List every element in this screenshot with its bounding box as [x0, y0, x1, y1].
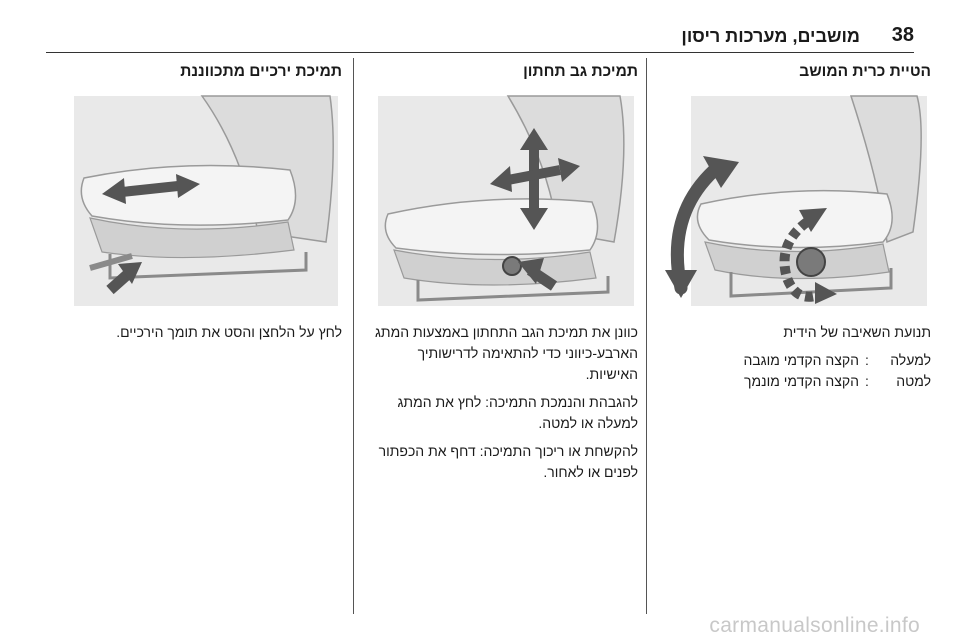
- page-header: [46, 24, 914, 53]
- definition-colon: :: [865, 352, 869, 368]
- thigh-support-illustration: [62, 92, 342, 308]
- seat-tilt-illustration: [651, 92, 931, 308]
- section-title: הטיית כרית המושב: [799, 63, 931, 80]
- watermark-text: carmanualsonline.info: [709, 614, 920, 637]
- column-divider: [646, 58, 647, 614]
- section-title: תמיכת גב תחתון: [523, 63, 638, 80]
- lumbar-support-illustration: [358, 92, 638, 308]
- paragraph: להקשחת או ריכוך התמיכה: דחף את הכפתור לפנים או לאחור.: [378, 443, 638, 480]
- definition-term: למטה: [896, 373, 931, 389]
- section-title: תמיכת ירכיים מתכווננת: [180, 63, 342, 80]
- paragraph: כוונן את תמיכת הגב התחתון באמצעות המתג הארבע-כיווני כדי להתאימה לדרישותיך האישיות.: [374, 324, 638, 382]
- column-divider: [353, 58, 354, 614]
- definition-term: למעלה: [890, 352, 931, 368]
- chapter-title: מושבים, מערכות ריסון: [681, 26, 860, 46]
- section-body: [362, 322, 638, 490]
- section-thigh-support: [62, 60, 342, 612]
- definition-row: [655, 350, 931, 371]
- section-lumbar-support: [358, 60, 638, 612]
- section-body: [66, 322, 342, 350]
- paragraph: להגבהת והנמכת התמיכה: לחץ את המתג למעלה או למטה.: [397, 394, 638, 431]
- definition-colon: :: [865, 373, 869, 389]
- section-cushion-tilt: [651, 60, 931, 612]
- definition-desc: הקצה הקדמי מונמך: [744, 373, 859, 389]
- page-number: 38: [891, 24, 914, 46]
- paragraph: לחץ על הלחצן והסט את תומך הירכיים.: [116, 324, 342, 340]
- section-body: [655, 322, 931, 392]
- definition-row: [655, 371, 931, 392]
- intro-text: תנועת השאיבה של הידית: [783, 324, 931, 340]
- definition-desc: הקצה הקדמי מוגבה: [743, 352, 859, 368]
